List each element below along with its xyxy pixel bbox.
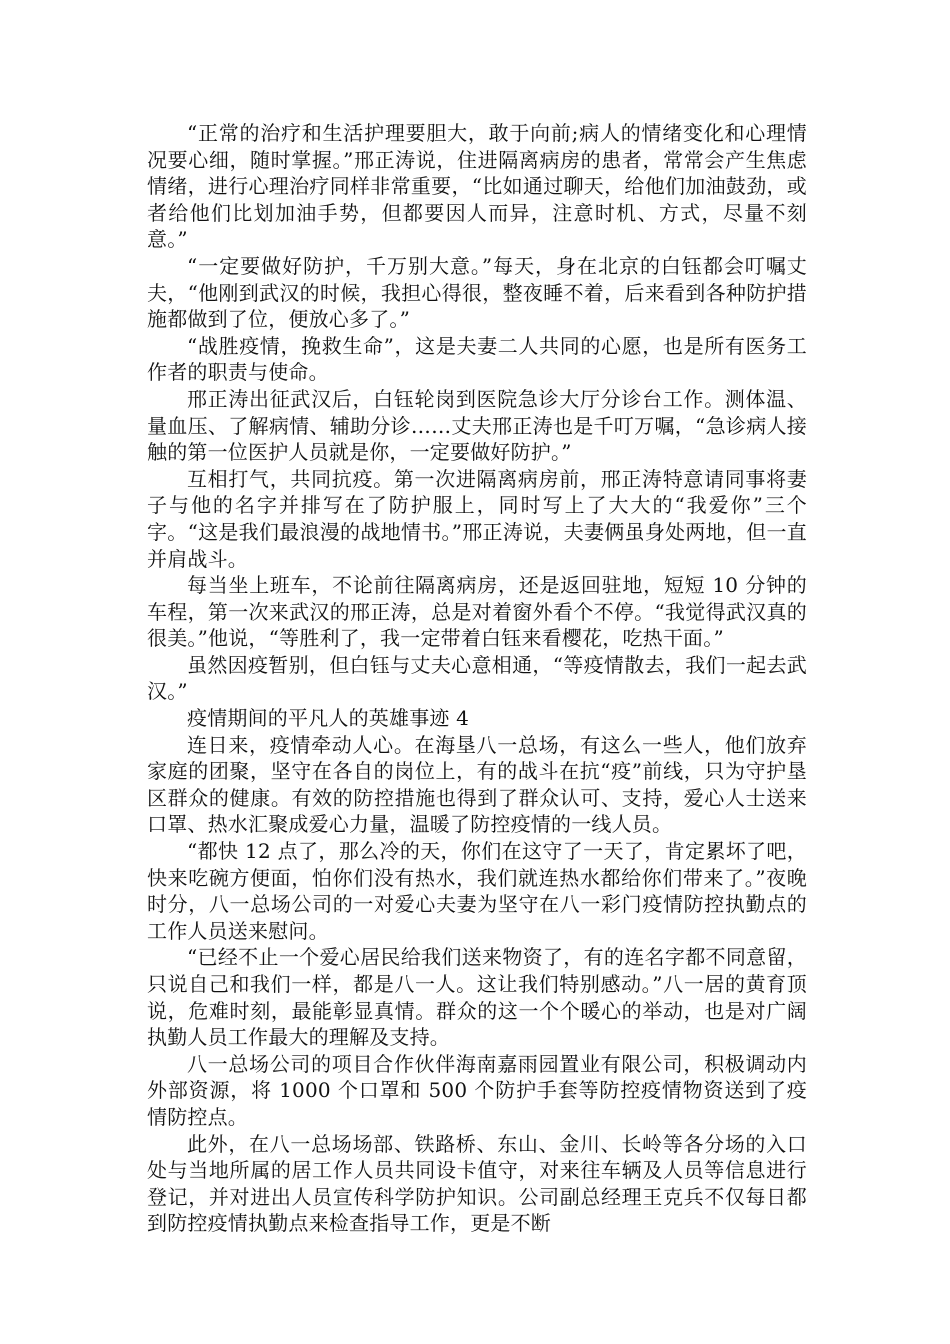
document-body [147,120,807,1237]
paragraph: “一定要做好防护，千万别大意。”每天，身在北京的白钰都会叮嘱丈夫，“他刚到武汉的时候，我担心得很，整夜睡不着，后来看到各种防护措施都做到了位，便放心多了。” [147,253,807,332]
paragraph: 八一总场公司的项目合作伙伴海南嘉雨园置业有限公司，积极调动内外部资源，将 1000 个口罩和 500 个防护手套等防控疫情物资送到了疫情防控点。 [147,1051,807,1129]
paragraph: 互相打气，共同抗疫。第一次进隔离病房前，邢正涛特意请同事将妻子与他的名字并排写在了防护服上，同时写上了大大的“我爱你”三个字。“这是我们最浪漫的战地情书。”邢正涛说，夫妻俩虽身处两地，但一直并肩战斗。 [147,466,807,571]
paragraph: “正常的治疗和生活护理要胆大，敢于向前;病人的情绪变化和心理情况要心细，随时掌握。”邢正涛说，住进隔离病房的患者，常常会产生焦虑情绪，进行心理治疗同样非常重要，“比如通过聊天，给他们加油鼓劲，或者给他们比划加油手势，但都要因人而异，注意时机、方式，尽量不刻意。” [147,121,807,252]
paragraph: “已经不止一个爱心居民给我们送来物资了，有的连名字都不同意留，只说自己和我们一样，都是八一人。这让我们特别感动。”八一居的黄育顶说，危难时刻，最能彰显真情。群众的这一个个暖心的举动，也是对广阔执勤人员工作最大的理解及支持。 [147,945,807,1050]
paragraph: 邢正涛出征武汉后，白钰轮岗到医院急诊大厅分诊台工作。测体温、量血压、了解病情、辅助分诊……丈夫邢正涛也是千叮万嘱，“急诊病人接触的第一位医护人员就是你，一定要做好防护。” [147,386,807,465]
paragraph: “战胜疫情，挽救生命”，这是夫妻二人共同的心愿，也是所有医务工作者的职责与使命。 [147,333,807,385]
section-heading: 疫情期间的平凡人的英雄事迹 4 [187,706,470,731]
paragraph: 连日来，疫情牵动人心。在海垦八一总场，有这么一些人，他们放弃家庭的团聚，坚守在各自的岗位上，有的战斗在抗“疫”前线，只为守护垦区群众的健康。有效的防控措施也得到了群众认可、支持，爱心人士送来口罩、热水汇聚成爱心力量，温暖了防控疫情的一线人员。 [147,732,807,837]
paragraph: 此外，在八一总场场部、铁路桥、东山、金川、长岭等各分场的入口处与当地所属的居工作人员共同设卡值守，对来往车辆及人员等信息进行登记，并对进出人员宣传科学防护知识。公司副总经理王克兵不仅每日都到防控疫情执勤点来检查指导工作，更是不断 [147,1131,807,1236]
paragraph: “都快 12 点了，那么冷的天，你们在这守了一天了，肯定累坏了吧，快来吃碗方便面，怕你们没有热水，我们就连热水都给你们带来了。”夜晚时分，八一总场公司的一对爱心夫妻为坚守在八一彩门疫情防控执勤点的工作人员送来慰问。 [147,839,807,943]
paragraph: 每当坐上班车，不论前往隔离病房，还是返回驻地，短短 10 分钟的车程，第一次来武汉的邢正涛，总是对着窗外看个不停。“我觉得武汉真的很美。”他说，“等胜利了，我一定带着白钰来看樱花，吃热干面。” [147,573,807,651]
paragraph: 虽然因疫暂别，但白钰与丈夫心意相通，“等疫情散去，我们一起去武汉。” [147,652,807,704]
